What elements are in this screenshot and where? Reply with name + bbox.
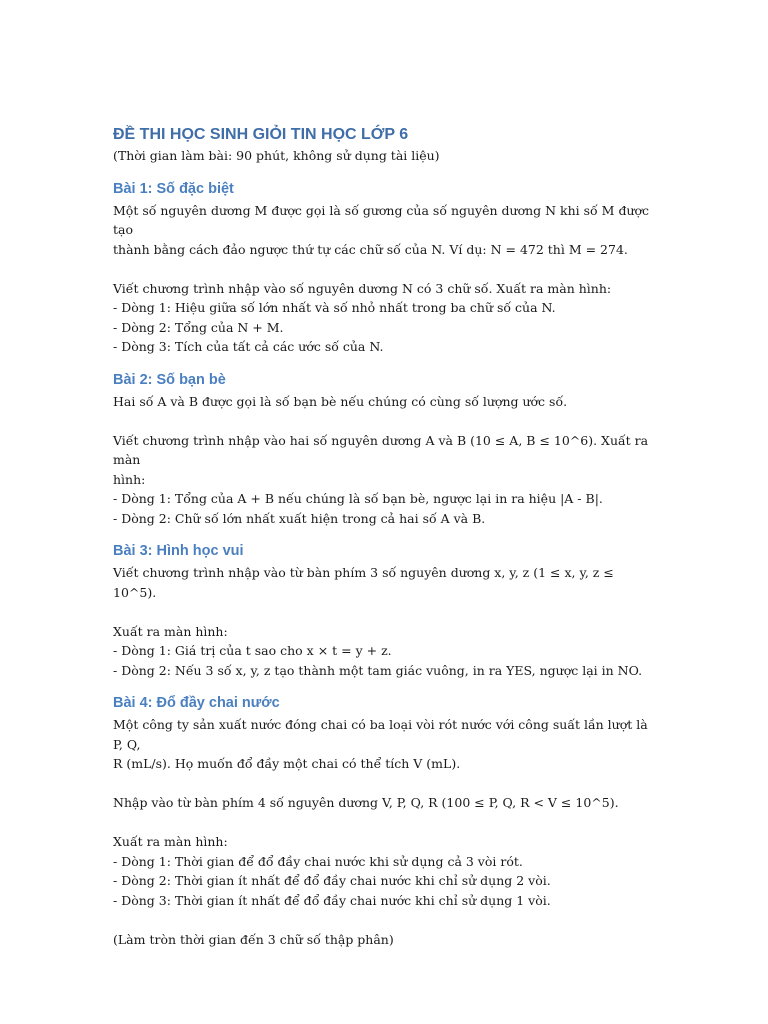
sections-container xyxy=(113,179,653,950)
paragraph-line: - Dòng 1: Giá trị của t sao cho x × t = y + z. xyxy=(113,643,392,658)
blank-line xyxy=(113,602,653,622)
paragraph-line: Viết chương trình nhập vào hai số nguyên dương A và B (10 ≤ A, B ≤ 10^6). Xuất ra màn xyxy=(113,432,653,467)
paragraph-line: - Dòng 2: Thời gian ít nhất để đổ đầy chai nước khi chỉ sử dụng 2 vòi. xyxy=(113,873,551,888)
paragraph-line: Nhập vào từ bàn phím 4 số nguyên dương V, P, Q, R (100 ≤ P, Q, R < V ≤ 10^5). xyxy=(113,795,619,810)
blank-line xyxy=(113,910,653,930)
paragraph-line: - Dòng 1: Hiệu giữa số lớn nhất và số nhỏ nhất trong ba chữ số của N. xyxy=(113,300,556,315)
paragraph-line: Một số nguyên dương M được gọi là số gương của số nguyên dương N khi số M được tạo xyxy=(113,202,654,237)
blank-line xyxy=(113,774,653,794)
section-heading: Bài 2: Số bạn bè xyxy=(113,371,226,388)
section-heading: Bài 1: Số đặc biệt xyxy=(113,180,234,197)
section-heading: Bài 3: Hình học vui xyxy=(113,543,244,559)
paragraph-line: - Dòng 2: Tổng của N + M. xyxy=(113,319,284,335)
paragraph-line: - Dòng 3: Tích của tất cả các ước số của N. xyxy=(113,339,384,354)
blank-line xyxy=(113,259,653,279)
paragraph-line: Viết chương trình nhập vào số nguyên dương N có 3 chữ số. Xuất ra màn hình: xyxy=(113,280,612,296)
paragraph-line: Xuất ra màn hình: xyxy=(113,623,228,639)
section-heading: Bài 4: Đổ đầy chai nước xyxy=(113,695,280,711)
paragraph-line: Hai số A và B được gọi là số bạn bè nếu chúng có cùng số lượng ước số. xyxy=(113,393,568,409)
page-title: ĐỀ THI HỌC SINH GIỎI TIN HỌC LỚP 6 xyxy=(113,126,409,143)
paragraph-line: (Làm tròn thời gian đến 3 chữ số thập phân) xyxy=(113,931,394,947)
paragraph-line: hình: xyxy=(113,471,146,487)
section-2 xyxy=(113,370,653,529)
paragraph-line: - Dòng 3: Thời gian ít nhất để đổ đầy chai nước khi chỉ sử dụng 1 vòi. xyxy=(113,892,551,908)
paragraph-line: Viết chương trình nhập vào từ bàn phím 3 số nguyên dương x, y, z (1 ≤ x, y, z ≤ 10^5). xyxy=(113,565,618,600)
page-subtitle: (Thời gian làm bài: 90 phút, không sử dụng tài liệu) xyxy=(113,148,440,163)
blank-line xyxy=(113,411,653,431)
paragraph-line: Xuất ra màn hình: xyxy=(113,834,228,849)
paragraph-line: thành bằng cách đảo ngược thứ tự các chữ số của N. Ví dụ: N = 472 thì M = 274. xyxy=(113,241,628,257)
paragraph-line: - Dòng 2: Nếu 3 số x, y, z tạo thành một tam giác vuông, in ra YES, ngược lại in NO. xyxy=(113,662,643,678)
section-3 xyxy=(113,541,653,680)
paragraph-line: - Dòng 1: Thời gian để đổ đầy chai nước khi sử dụng cả 3 vòi rót. xyxy=(113,853,523,869)
paragraph-line: R (mL/s). Họ muốn đổ đầy một chai có thể tích V (mL). xyxy=(113,756,461,771)
paragraph-line: Một công ty sản xuất nước đóng chai có ba loại vòi rót nước với công suất lần lượt là P, Q, xyxy=(113,717,652,752)
section-4 xyxy=(113,693,653,949)
paragraph-line: - Dòng 2: Chữ số lớn nhất xuất hiện trong cả hai số A và B. xyxy=(113,510,486,526)
paragraph-line: - Dòng 1: Tổng của A + B nếu chúng là số bạn bè, ngược lại in ra hiệu |A - B|. xyxy=(113,491,603,506)
blank-line xyxy=(113,813,653,833)
section-1 xyxy=(113,179,653,357)
document-page xyxy=(113,124,653,949)
